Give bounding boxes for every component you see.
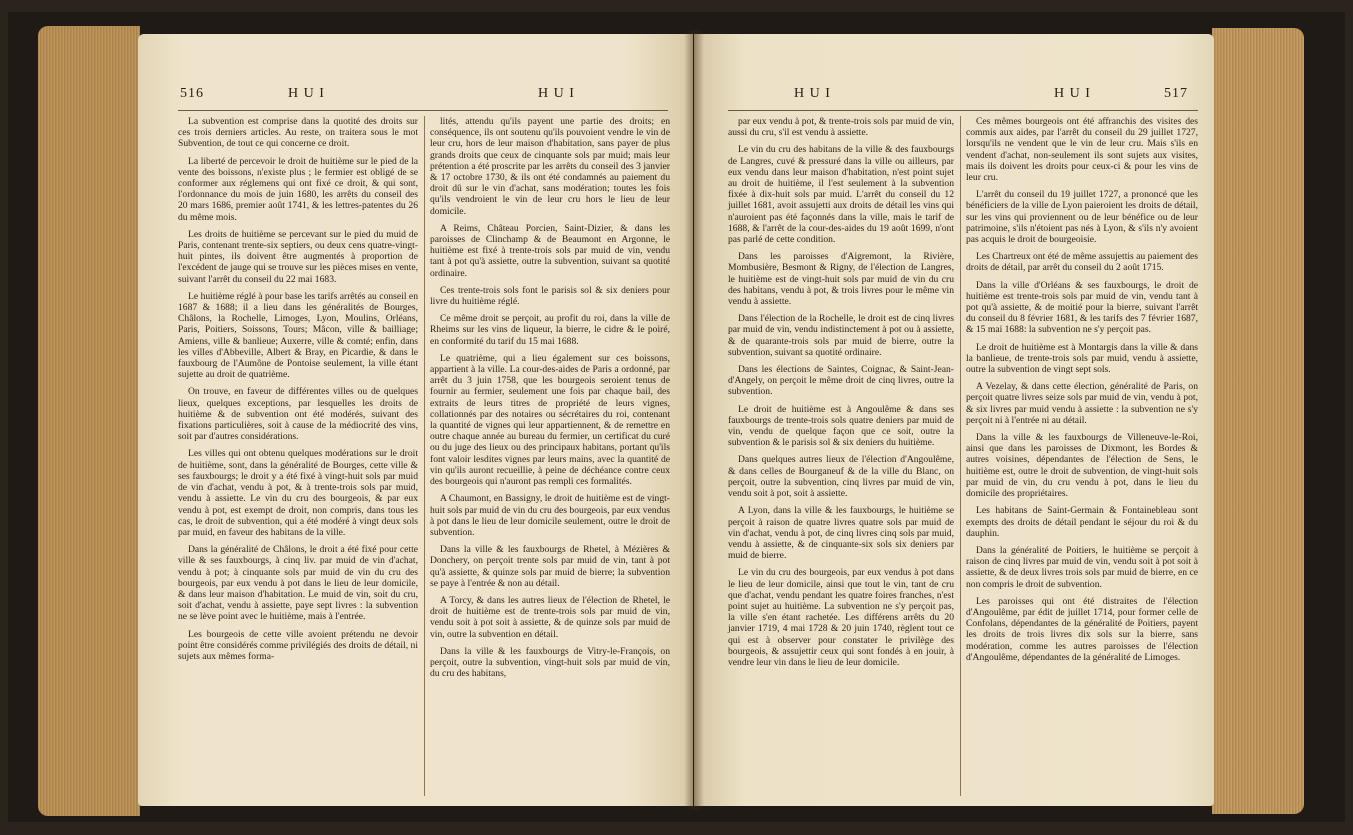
left-page — [138, 34, 693, 806]
paragraph: La subvention est comprise dans la quotité des droits sur ces trois derniers articles. Au reste, on traitera sous le mot Subvention, de tout ce qui concerne ce droit. — [178, 116, 418, 150]
paragraph: Dans la ville & les fauxbourgs de Rhetel, à Mézières & Donchery, on perçoit trente sols par muid de vin, tant à pot qu'à assiette, & quinze sols par muid de bierre; la subvention se paye à l'entrée & non au détail. — [430, 544, 670, 589]
paragraph: Dans la ville & les fauxbourgs de Villeneuve-le-Roi, ainsi que dans les paroisses de Dixmont, les Bordes & autres voisines, dépendantes de l'élection de Sens, le huitième est, outre le droit de subvention, de vingt-huit sols par muid de vin, du cru vendu à pot, dans le lieu du domicile des propriétaires. — [966, 432, 1198, 500]
paragraph: Le vin du cru des bourgeois, par eux vendus à pot dans le lieu de leur domicile, ainsi que tout le vin, tant de cru que d'achat, vendu pendant les quatre foires franches, n'est point sujet au huitième. La subvention ne s'y perçoit pas, la ville s'en étant rachetée. Les différens arrêts du 20 janvier 1719, 4 mai 1728 & 20 juin 1740, règlent tout ce qui est à observer pour constater le privilège des bourgeois, & assujettir ceux qui sont fondés à en jouir, à vendre leur vin dans le lieu de leur domicile. — [728, 567, 954, 668]
paragraph: Les habitans de Saint-Germain & Fontainebleau sont exempts des droits de détail pendant le séjour du roi & du dauphin. — [966, 505, 1198, 539]
paragraph: Dans la ville d'Orléans & ses fauxbourgs, le droit de huitième est trente-trois sols par muid de vin, vendu tant à pot qu'à assiette, & de moitié pour la bierre, suivant l'arrêt du conseil du 8 février 1681, & les tarifs des 7 février 1687, & 15 mai 1688: la subvention ne s'y perçoit pas. — [966, 279, 1198, 336]
paragraph: Les Chartreux ont été de même assujettis au paiement des droits de détail, par arrêt du conseil du 2 août 1715. — [966, 251, 1198, 274]
header-rule-left — [178, 110, 668, 111]
running-head-right-col2: H U I — [1054, 86, 1091, 101]
running-head-left-col1: H U I — [288, 86, 325, 101]
paragraph: Ces mêmes bourgeois ont été affranchis des visites des commis aux aides, par l'arrêt du conseil du 29 juillet 1727, lorsqu'ils ne vendent que le vin de leur cru. Mais s'ils en vendent d'achat, non-seulement ils sont sujets aux visites, mais ils doivent les droits pour ceux-ci & pour les vins de leur cru. — [966, 116, 1198, 184]
paragraph: Les droits de huitième se percevant sur le pied du muid de Paris, contenant trente-six septiers, ou deux cens quatre-vingt-huit pintes, ils doivent être augmentés à proportion de l'excédent de jauge qui se trouve sur les pièces mises en vente, suivant l'arrêt du conseil du 22 mai 1683. — [178, 228, 418, 285]
paragraph: Les paroisses qui ont été distraites de l'élection d'Angoulême, par édit de juillet 1714, pour former celle de Confolans, dépendantes de la généralité de Poitiers, payent les droits de trois livres dix sols sur la bierre, sans modération, comme les autres paroisses de l'élection d'Angoulême, dépendantes de la généralité de Limoges. — [966, 595, 1198, 663]
paragraph: Les villes qui ont obtenu quelques modérations sur le droit de huitième, sont, dans la généralité de Bourges, cette ville & ses fauxbourgs; le droit y a été fixé à vingt-huit sols par muid de vin d'achat, vendu à pot, & à trente-trois sols par muid, vendu à assiette. Le vin du cru des bourgeois, & par eux vendu à pot, est exempt de droit, non compris, dans tous les cas, le droit de subvention, qui a été modéré à vingt deux sols par muid, en faveur des habitans de la ville. — [178, 448, 418, 538]
paragraph: Le quatrième, qui a lieu également sur ces boissons, appartient à la ville. La cour-des-aides de Paris a ordonné, par arrêt du 3 juin 1758, que les bourgeois seroient tenus de fournir au fermier, seulement une fois par chaque bail, des extraits de leurs titres de propriété de leurs vignes, collationnés par des notaires ou sécrétaires du roi, contenant la quantité de vignes qui leur appartiennent, & de remettre en outre chaque année au bureau du fermier, un certificat du curé ou du juge des lieux ou des principaux habitans, portant qu'ils font valoir lesdites vignes par leurs mains, avec la quantité de vin qu'ils auront recueillie, à peine de déchéance contre ceux des bourgeois qui n'auront pas rempli ces formalités. — [430, 352, 670, 488]
paragraph: Dans l'élection de la Rochelle, le droit est de cinq livres par muid de vin, vendu indistinctement à pot ou à assiette, & de quarante-trois sols par muid de bierre, outre la subvention, suivant sa quotité ordinaire. — [728, 313, 954, 358]
page-number-left: 516 — [180, 86, 204, 101]
paragraph: lités, attendu qu'ils payent une partie des droits; en conséquence, ils ont soutenu qu'ils pouvoient vendre le vin de leur cru, hors de leur maison d'habitation, sans payer de plus grands droits que ceux de cinquante sols par muid; mais leur prétention a été proscrite par les arrêts du conseil des 3 janvier & 17 octobre 1730, & ils ont été condamnés au paiement du droit dû sur le vin d'achat, sans modération; toutes les fois qu'ils vendroient le vin de leur cru hors le lieu de leur domicile. — [430, 116, 670, 217]
paragraph: Dans quelques autres lieux de l'élection d'Angoulême, & dans celles de Bourganeuf & de la ville du Blanc, on perçoit, outre la subvention, cinq livres par muid de vin, vendu soit à pot, soit à assiette. — [728, 454, 954, 500]
paragraph: Dans la généralité de Châlons, le droit a été fixé pour cette ville & ses fauxbourgs, à cinq liv. par muid de vin d'achat, vendu à pot; à cinquante sols par muid de vin du cru des bourgeois, par eux vendu à pot dans le lieu de leur domicile, & dans leur maison d'habitation. Le muid de vin, soit du cru, soit d'achat, vendu à assiette, paye sept livres : la subvention ne se lève point avec le huitième, mais à l'entrée. — [178, 544, 418, 623]
paragraph: Ce même droit se perçoit, au profit du roi, dans la ville de Rheims sur les vins de liqueur, la bierre, le cidre & le poiré, en conformité du tarif du 15 mai 1688. — [430, 313, 670, 347]
page-number-right: 517 — [1164, 86, 1188, 101]
paragraph: La liberté de percevoir le droit de huitième sur le pied de la vente des boissons, n'existe plus ; le fermier est obligé de se conformer aux réglemens qui ont fixé ce droit, & qui sont, l'ordonnance du mois de juin 1680, les arrêts du conseil des 20 mars 1686, premier août 1741, & les lettres-patentes du 26 du même mois. — [178, 155, 418, 223]
paragraph: A Reims, Château Porcien, Saint-Dizier, & dans les paroisses de Clinchamp & de Beaumont en Argonne, le huitième est fixé à trente-trois sols par muid de vin, vendu tant à pot qu'à assiette, outre la subvention, suivant sa quotité ordinaire. — [430, 222, 670, 279]
running-head-right-col1: H U I — [794, 86, 831, 101]
book-gutter — [684, 30, 704, 810]
paragraph: A Lyon, dans la ville & les fauxbourgs, le huitième se perçoit à raison de quatre livres quatre sols par muid de vin d'achat, vendu à pot, de cinq livres cinq sols par muid, vendu à assiette, & de cinquante-six sols six deniers par muid de bierre. — [728, 505, 954, 562]
paragraph: A Chaumont, en Bassigny, le droit de huitième est de vingt-huit sols par muid de vin du cru des bourgeois, par eux vendus à pot dans le lieu de leur domicile seulement, outre le droit de subvention. — [430, 493, 670, 538]
paragraph: Ces trente-trois sols font le parisis sol & six deniers pour livre du huitième réglé. — [430, 284, 670, 308]
paragraph: Le huitième réglé à pour base les tarifs arrêtés au conseil en 1687 & 1688; il a lieu dans les généralités de Bourges, Châlons, la Rochelle, Limoges, Lyon, Moulins, Orléans, Paris, Poitiers, Soissons, Tours; Mâcon, ville & bailliage; Amiens, ville & banlieue; Auxerre, ville & comté; enfin, dans les villes d'Abbeville, Albert & Bray, en Picardie, & dans le fauxbourg de l'Aumône de Pontoise seulement, la ville étant sujette au droit de quatrième. — [178, 290, 418, 381]
running-head-left-col2: H U I — [538, 86, 575, 101]
page-edges-left — [38, 26, 140, 816]
paragraph: L'arrêt du conseil du 19 juillet 1727, a prononcé que les bénéficiers de la ville de Lyon paieroient les droits de détail, sur les vins qui proviennent ou de leur bénéfice ou de leur patrimoine, s'ils n'étoient pas nés à Lyon, & s'ils n'y avoient pas acquis le droit de bourgeoisie. — [966, 189, 1198, 246]
paragraph: Le droit de huitième est à Montargis dans la ville & dans la banlieue, de trente-trois sols par muid, vendu à assiette, outre la subvention de vingt sept sols. — [966, 341, 1198, 376]
paragraph: Dans les paroisses d'Aigremont, la Rivière, Mombusière, Besmont & Rigny, de l'élection de Langres, le huitième est de vingt-huit sols par muid de vin du cru des habitans, vendu à pot, & trois livres pour le même vin vendu à assiette. — [728, 251, 954, 308]
left-page-column-1 — [178, 116, 418, 668]
page-edges-right — [1212, 28, 1304, 814]
paragraph: Le vin du cru des habitans de la ville & des fauxbourgs de Langres, cuvé & pressuré dans la ville ou ailleurs, par eux vendu dans leur maison d'habitation, n'est point sujet au droit de huitième, il l'est seulement à la subvention fixée à dix-huit sols par muid. L'arrêt du conseil du 12 juillet 1681, avoit assujetti aux droits de détail les vins qui n'auroient pas été façonnés dans la ville, mais le tarif de 1688, & l'arrêt de la cour-des-aides du 19 août 1699, n'ont pas parlé de cette condition. — [728, 144, 954, 246]
paragraph: A Torcy, & dans les autres lieux de l'élection de Rhetel, le droit de huitième est de trente-trois sols par muid de vin, vendu soit à pot soit à assiette, & de quinze sols par muid de vin, outre la subvention en détail. — [430, 594, 670, 640]
paragraph: Dans les élections de Saintes, Coignac, & Saint-Jean-d'Angely, on perçoit le même droit de cinq livres, outre la subvention. — [728, 364, 954, 398]
paragraph: Le droit de huitième est à Angoulême & dans ses fauxbourgs de trente-trois sols quatre deniers par muid de vin, vendu de quelque façon que ce soit, outre la subvention & le parisis sol & six deniers du huitième. — [728, 403, 954, 449]
paragraph: Dans la généralité de Poitiers, le huitième se perçoit à raison de cinq livres par muid de vin, vendu soit à pot soit à assiette, & de deux livres trois sols par muid de bierre, en ce non compris le droit de subvention. — [966, 544, 1198, 590]
column-divider-left — [424, 116, 425, 796]
paragraph: par eux vendu à pot, & trente-trois sols par muid de vin, aussi du cru, s'il est vendu à assiette. — [728, 116, 954, 139]
right-page-column-1 — [728, 116, 954, 674]
paragraph: Les bourgeois de cette ville avoient prétendu ne devoir point être considérés comme privilégiés des droits de détail, ni sujets aux mêmes forma- — [178, 628, 418, 662]
paragraph: A Vezelay, & dans cette élection, généralité de Paris, on perçoit quatre livres seize sols par muid de vin, vendu à pot, & six livres par muid vendu à assiette : la subvention ne s'y perçoit ni à l'entrée ni au détail. — [966, 381, 1198, 426]
right-page — [694, 34, 1214, 806]
right-page-column-2 — [966, 116, 1198, 669]
paragraph: On trouve, en faveur de différentes villes ou de quelques lieux, quelques exceptions, par lesquelles les droits de huitième & de subvention ont été modérés, suivant des fixations particulières, soit à cause de la médiocrité des vins, soit par d'autres considérations. — [178, 386, 418, 443]
open-book — [8, 12, 1345, 822]
paragraph: Dans la ville & les fauxbourgs de Vitry-le-François, on perçoit, outre la subvention, vingt-huit sols par muid de vin, du cru des habitans, — [430, 645, 670, 680]
left-page-column-2 — [430, 116, 670, 685]
column-divider-right — [960, 116, 961, 796]
header-rule-right — [728, 110, 1198, 111]
